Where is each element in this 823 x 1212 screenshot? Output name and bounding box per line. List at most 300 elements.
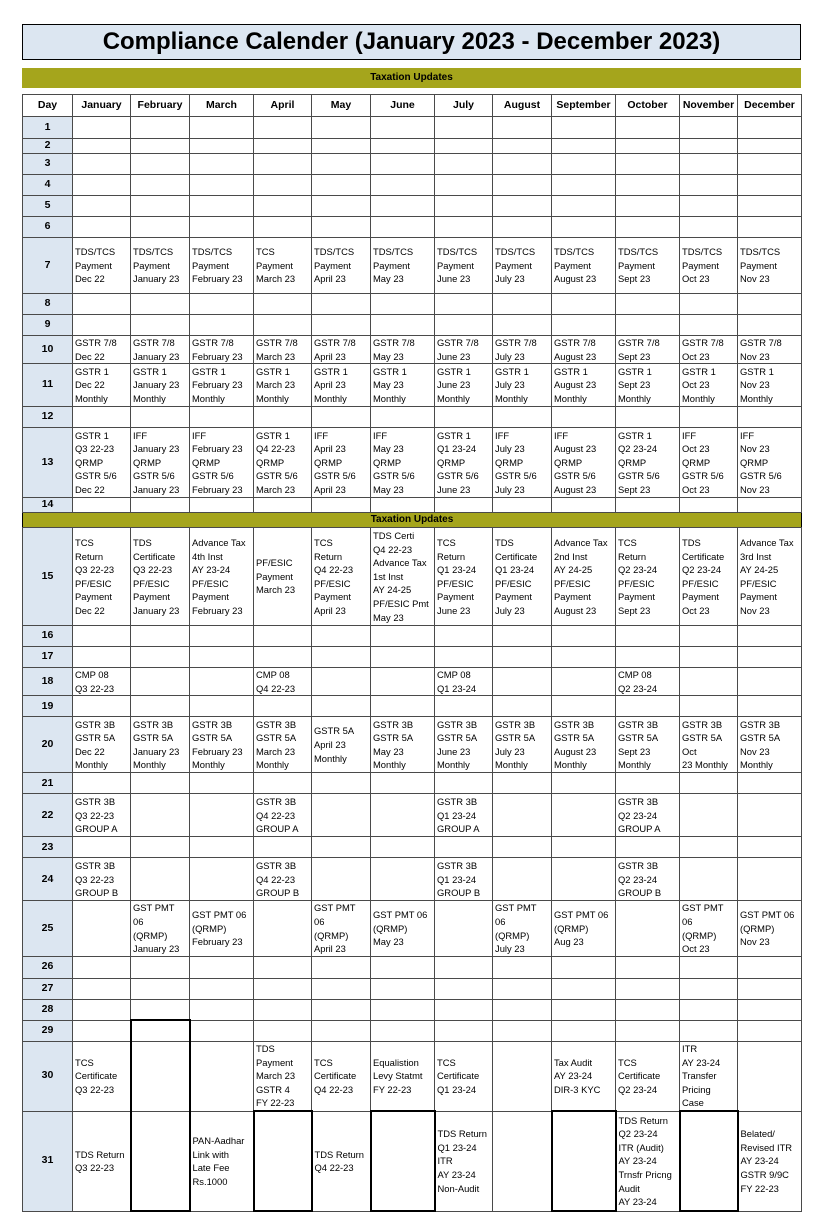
calendar-cell <box>493 196 552 217</box>
calendar-cell <box>254 217 312 238</box>
calendar-cell: Tax Audit AY 23-24 DIR-3 KYC <box>552 1041 616 1111</box>
calendar-cell <box>131 407 190 428</box>
calendar-cell <box>312 175 371 196</box>
calendar-cell: TDS/TCS Payment July 23 <box>493 238 552 294</box>
calendar-cell <box>73 773 131 794</box>
calendar-cell <box>680 773 738 794</box>
calendar-cell <box>493 117 552 139</box>
day-number: 25 <box>23 901 73 956</box>
calendar-cell <box>738 154 802 175</box>
calendar-cell <box>552 154 616 175</box>
calendar-cell: IFF July 23 QRMP GSTR 5/6 July 23 <box>493 428 552 498</box>
calendar-cell: TDS Certificate Q1 23-24 PF/ESIC Payment July 23 <box>493 528 552 626</box>
calendar-cell <box>190 407 254 428</box>
table-row <box>23 336 802 364</box>
calendar-cell <box>131 858 190 901</box>
calendar-cell <box>254 978 312 999</box>
calendar-cell <box>73 407 131 428</box>
calendar-cell <box>312 978 371 999</box>
calendar-cell: GSTR 3B Q1 23-24 GROUP B <box>435 858 493 901</box>
column-header-month: February <box>131 95 190 117</box>
calendar-cell <box>131 139 190 154</box>
calendar-cell <box>552 773 616 794</box>
calendar-cell <box>738 668 802 696</box>
calendar-cell <box>552 858 616 901</box>
calendar-cell <box>190 978 254 999</box>
calendar-cell <box>552 294 616 315</box>
calendar-cell <box>616 139 680 154</box>
calendar-cell: GSTR 7/8 Oct 23 <box>680 336 738 364</box>
calendar-cell <box>371 956 435 978</box>
calendar-cell <box>738 498 802 513</box>
calendar-cell <box>680 139 738 154</box>
calendar-cell: TDS Payment March 23 GSTR 4 FY 22-23 <box>254 1041 312 1111</box>
calendar-cell: TDS/TCS Payment Sept 23 <box>616 238 680 294</box>
calendar-cell: TDS/TCS Payment Nov 23 <box>738 238 802 294</box>
day-number: 11 <box>23 364 73 407</box>
calendar-cell <box>254 647 312 668</box>
calendar-cell: TDS Return Q1 23-24 ITR AY 23-24 Non-Audit <box>435 1111 493 1211</box>
day-number: 15 <box>23 528 73 626</box>
calendar-cell <box>131 696 190 717</box>
calendar-cell: GSTR 3B Q3 22-23 GROUP B <box>73 858 131 901</box>
calendar-cell <box>552 978 616 999</box>
calendar-cell <box>738 794 802 837</box>
calendar-cell: CMP 08 Q4 22-23 <box>254 668 312 696</box>
calendar-cell: CMP 08 Q2 23-24 <box>616 668 680 696</box>
calendar-cell: TCS Certificate Q2 23-24 <box>616 1041 680 1111</box>
calendar-cell <box>552 999 616 1020</box>
calendar-cell <box>493 1111 552 1211</box>
calendar-cell <box>738 858 802 901</box>
calendar-cell: IFF February 23 QRMP GSTR 5/6 February 23 <box>190 428 254 498</box>
calendar-cell <box>616 1020 680 1041</box>
day-number: 16 <box>23 626 73 647</box>
column-header-month: August <box>493 95 552 117</box>
calendar-cell <box>254 196 312 217</box>
calendar-cell: TDS/TCS Payment April 23 <box>312 238 371 294</box>
table-row <box>23 428 802 498</box>
calendar-cell <box>254 154 312 175</box>
calendar-cell <box>552 668 616 696</box>
calendar-cell: GSTR 3B GSTR 5A February 23 Monthly <box>190 717 254 773</box>
table-row <box>23 175 802 196</box>
table-row <box>23 858 802 901</box>
table-row <box>23 217 802 238</box>
calendar-cell <box>312 1020 371 1041</box>
calendar-cell <box>254 999 312 1020</box>
calendar-cell: GSTR 1 Q1 23-24 QRMP GSTR 5/6 June 23 <box>435 428 493 498</box>
calendar-cell: GSTR 1 August 23 Monthly <box>552 364 616 407</box>
calendar-cell <box>371 668 435 696</box>
day-number: 9 <box>23 315 73 336</box>
calendar-cell <box>131 196 190 217</box>
calendar-cell <box>190 773 254 794</box>
calendar-cell <box>493 294 552 315</box>
calendar-cell <box>493 999 552 1020</box>
table-row <box>23 196 802 217</box>
page-title: Compliance Calender (January 2023 - December 2023) <box>22 24 801 60</box>
column-header-month: November <box>680 95 738 117</box>
table-row <box>23 696 802 717</box>
calendar-cell <box>493 668 552 696</box>
table-row <box>23 117 802 139</box>
calendar-cell: GSTR 5A April 23 Monthly <box>312 717 371 773</box>
calendar-cell: GSTR 3B GSTR 5A Nov 23 Monthly <box>738 717 802 773</box>
table-row <box>23 1020 802 1041</box>
table-row <box>23 717 802 773</box>
calendar-cell: TCS Return Q2 23-24 PF/ESIC Payment Sept 23 <box>616 528 680 626</box>
section-band-label: Taxation Updates <box>23 513 802 528</box>
calendar-cell <box>738 626 802 647</box>
calendar-cell <box>312 117 371 139</box>
calendar-cell: CMP 08 Q1 23-24 <box>435 668 493 696</box>
calendar-cell <box>312 407 371 428</box>
calendar-cell <box>680 668 738 696</box>
calendar-cell <box>616 154 680 175</box>
section-band-top: Taxation Updates <box>22 68 801 88</box>
day-number: 27 <box>23 978 73 999</box>
calendar-cell <box>552 794 616 837</box>
calendar-cell <box>312 315 371 336</box>
calendar-cell <box>616 837 680 858</box>
calendar-cell <box>73 117 131 139</box>
calendar-cell <box>371 175 435 196</box>
day-number: 14 <box>23 498 73 513</box>
calendar-cell <box>616 294 680 315</box>
calendar-cell <box>131 175 190 196</box>
column-header-day: Day <box>23 95 73 117</box>
calendar-cell: GSTR 1 Sept 23 Monthly <box>616 364 680 407</box>
calendar-cell <box>131 154 190 175</box>
calendar-cell <box>190 858 254 901</box>
calendar-cell <box>73 498 131 513</box>
calendar-cell <box>131 773 190 794</box>
calendar-cell: GST PMT 06 (QRMP) February 23 <box>190 901 254 956</box>
compliance-calendar-table <box>22 94 802 1212</box>
calendar-cell <box>616 175 680 196</box>
calendar-cell <box>616 626 680 647</box>
calendar-cell <box>254 901 312 956</box>
calendar-cell <box>680 154 738 175</box>
calendar-cell <box>738 217 802 238</box>
calendar-cell <box>493 154 552 175</box>
calendar-cell: TDS Return Q3 22-23 <box>73 1111 131 1211</box>
table-row <box>23 528 802 626</box>
calendar-cell <box>738 294 802 315</box>
calendar-cell <box>131 978 190 999</box>
table-row <box>23 901 802 956</box>
calendar-cell <box>435 139 493 154</box>
day-number: 6 <box>23 217 73 238</box>
calendar-cell <box>371 647 435 668</box>
calendar-cell: GSTR 7/8 March 23 <box>254 336 312 364</box>
calendar-cell: GSTR 3B GSTR 5A Sept 23 Monthly <box>616 717 680 773</box>
calendar-cell <box>131 217 190 238</box>
calendar-cell <box>552 196 616 217</box>
table-row <box>23 294 802 315</box>
calendar-cell <box>131 837 190 858</box>
calendar-cell <box>493 217 552 238</box>
calendar-cell: GSTR 3B Q4 22-23 GROUP A <box>254 794 312 837</box>
calendar-cell <box>680 407 738 428</box>
calendar-cell: TCS Certificate Q1 23-24 <box>435 1041 493 1111</box>
calendar-cell <box>552 407 616 428</box>
table-row <box>23 794 802 837</box>
calendar-cell <box>738 407 802 428</box>
calendar-cell: GSTR 7/8 February 23 <box>190 336 254 364</box>
calendar-cell <box>616 696 680 717</box>
calendar-cell <box>738 175 802 196</box>
calendar-cell: GSTR 7/8 Sept 23 <box>616 336 680 364</box>
header-row <box>23 95 802 117</box>
calendar-cell <box>435 294 493 315</box>
table-row <box>23 364 802 407</box>
calendar-cell <box>680 315 738 336</box>
calendar-cell <box>680 696 738 717</box>
calendar-cell <box>680 794 738 837</box>
day-number: 24 <box>23 858 73 901</box>
table-row <box>23 668 802 696</box>
calendar-cell <box>552 498 616 513</box>
calendar-cell <box>371 696 435 717</box>
calendar-cell: GSTR 3B Q4 22-23 GROUP B <box>254 858 312 901</box>
calendar-cell: GSTR 1 April 23 Monthly <box>312 364 371 407</box>
calendar-cell <box>312 217 371 238</box>
calendar-cell: TDS/TCS Payment Dec 22 <box>73 238 131 294</box>
calendar-cell <box>312 858 371 901</box>
calendar-cell: GSTR 7/8 August 23 <box>552 336 616 364</box>
calendar-cell: TCS Return Q1 23-24 PF/ESIC Payment June 23 <box>435 528 493 626</box>
calendar-cell <box>493 407 552 428</box>
day-number: 19 <box>23 696 73 717</box>
calendar-cell <box>73 956 131 978</box>
calendar-cell <box>190 999 254 1020</box>
calendar-cell <box>73 696 131 717</box>
calendar-cell <box>493 837 552 858</box>
table-row <box>23 956 802 978</box>
calendar-cell <box>371 139 435 154</box>
calendar-cell: GST PMT 06 (QRMP) Aug 23 <box>552 901 616 956</box>
calendar-cell: IFF Oct 23 QRMP GSTR 5/6 Oct 23 <box>680 428 738 498</box>
calendar-cell: IFF April 23 QRMP GSTR 5/6 April 23 <box>312 428 371 498</box>
day-number: 3 <box>23 154 73 175</box>
calendar-cell <box>616 978 680 999</box>
table-row <box>23 626 802 647</box>
column-header-month: May <box>312 95 371 117</box>
calendar-cell <box>738 117 802 139</box>
calendar-cell <box>131 794 190 837</box>
calendar-cell <box>190 294 254 315</box>
calendar-cell: GSTR 1 January 23 Monthly <box>131 364 190 407</box>
calendar-cell <box>493 626 552 647</box>
calendar-cell <box>435 1020 493 1041</box>
calendar-cell <box>616 315 680 336</box>
calendar-cell <box>371 407 435 428</box>
calendar-cell: TDS Certi Q4 22-23 Advance Tax 1st Inst AY 24-25 PF/ESIC Pmt May 23 <box>371 528 435 626</box>
calendar-cell <box>190 1020 254 1041</box>
table-row <box>23 407 802 428</box>
calendar-cell <box>131 1111 190 1211</box>
calendar-cell <box>435 315 493 336</box>
calendar-cell: GSTR 3B GSTR 5A June 23 Monthly <box>435 717 493 773</box>
calendar-cell: TDS Return Q2 23-24 ITR (Audit) AY 23-24 Trnsfr Pricng Audit AY 23-24 <box>616 1111 680 1211</box>
calendar-cell: GSTR 7/8 Dec 22 <box>73 336 131 364</box>
calendar-cell: GST PMT 06 (QRMP) Oct 23 <box>680 901 738 956</box>
calendar-cell <box>73 978 131 999</box>
day-number: 29 <box>23 1020 73 1041</box>
calendar-cell <box>73 647 131 668</box>
day-number: 28 <box>23 999 73 1020</box>
calendar-cell <box>552 626 616 647</box>
calendar-cell <box>371 154 435 175</box>
day-number: 8 <box>23 294 73 315</box>
calendar-cell: GSTR 3B Q3 22-23 GROUP A <box>73 794 131 837</box>
calendar-cell: GSTR 7/8 July 23 <box>493 336 552 364</box>
calendar-cell <box>552 117 616 139</box>
calendar-cell <box>131 626 190 647</box>
calendar-cell: GSTR 3B Q1 23-24 GROUP A <box>435 794 493 837</box>
column-header-month: January <box>73 95 131 117</box>
calendar-cell <box>190 498 254 513</box>
calendar-cell <box>371 117 435 139</box>
calendar-cell <box>371 315 435 336</box>
day-number: 31 <box>23 1111 73 1211</box>
calendar-cell <box>190 117 254 139</box>
column-header-month: April <box>254 95 312 117</box>
calendar-cell <box>73 837 131 858</box>
calendar-cell <box>680 978 738 999</box>
calendar-cell <box>312 773 371 794</box>
calendar-cell: TCS Return Q3 22-23 PF/ESIC Payment Dec 22 <box>73 528 131 626</box>
calendar-cell <box>312 294 371 315</box>
calendar-cell <box>680 117 738 139</box>
calendar-cell: IFF August 23 QRMP GSTR 5/6 August 23 <box>552 428 616 498</box>
calendar-cell <box>616 407 680 428</box>
calendar-cell <box>680 498 738 513</box>
calendar-cell <box>435 498 493 513</box>
calendar-cell: GSTR 7/8 April 23 <box>312 336 371 364</box>
calendar-cell <box>680 858 738 901</box>
calendar-cell: GSTR 1 Nov 23 Monthly <box>738 364 802 407</box>
calendar-cell <box>254 696 312 717</box>
calendar-cell <box>493 1041 552 1111</box>
calendar-cell <box>190 956 254 978</box>
calendar-cell: GSTR 3B GSTR 5A May 23 Monthly <box>371 717 435 773</box>
calendar-cell <box>190 1041 254 1111</box>
calendar-cell <box>254 117 312 139</box>
calendar-cell <box>73 294 131 315</box>
calendar-cell <box>738 139 802 154</box>
calendar-cell <box>312 139 371 154</box>
calendar-cell <box>312 196 371 217</box>
calendar-cell: GSTR 3B GSTR 5A July 23 Monthly <box>493 717 552 773</box>
calendar-cell: TDS/TCS Payment May 23 <box>371 238 435 294</box>
calendar-cell: GSTR 1 Q2 23-24 QRMP GSTR 5/6 Sept 23 <box>616 428 680 498</box>
calendar-cell <box>680 647 738 668</box>
calendar-cell: ITR AY 23-24 Transfer Pricing Case <box>680 1041 738 1111</box>
calendar-cell <box>738 1020 802 1041</box>
calendar-cell: GSTR 3B GSTR 5A Dec 22 Monthly <box>73 717 131 773</box>
calendar-cell <box>371 196 435 217</box>
calendar-cell <box>738 1041 802 1111</box>
calendar-cell <box>435 154 493 175</box>
calendar-cell <box>371 626 435 647</box>
calendar-cell: GSTR 1 Dec 22 Monthly <box>73 364 131 407</box>
calendar-cell <box>493 773 552 794</box>
calendar-cell <box>493 696 552 717</box>
calendar-cell <box>371 999 435 1020</box>
calendar-cell <box>73 999 131 1020</box>
calendar-cell <box>190 647 254 668</box>
calendar-cell: GSTR 3B Q2 23-24 GROUP A <box>616 794 680 837</box>
calendar-cell <box>254 1111 312 1211</box>
day-number: 20 <box>23 717 73 773</box>
calendar-cell <box>254 407 312 428</box>
calendar-cell <box>190 837 254 858</box>
calendar-cell: TCS Certificate Q4 22-23 <box>312 1041 371 1111</box>
calendar-cell <box>131 315 190 336</box>
calendar-cell <box>371 294 435 315</box>
calendar-cell <box>552 696 616 717</box>
calendar-cell <box>131 294 190 315</box>
table-row <box>23 154 802 175</box>
calendar-cell <box>254 498 312 513</box>
table-row <box>23 315 802 336</box>
calendar-cell: TCS Payment March 23 <box>254 238 312 294</box>
calendar-cell <box>254 315 312 336</box>
calendar-cell <box>680 196 738 217</box>
table-row <box>23 139 802 154</box>
calendar-cell: GSTR 3B GSTR 5A January 23 Monthly <box>131 717 190 773</box>
calendar-cell <box>254 294 312 315</box>
calendar-cell <box>680 1020 738 1041</box>
calendar-cell <box>616 901 680 956</box>
calendar-cell <box>131 647 190 668</box>
calendar-cell <box>371 978 435 999</box>
calendar-cell <box>493 175 552 196</box>
calendar-cell <box>680 956 738 978</box>
calendar-cell <box>435 978 493 999</box>
calendar-cell <box>312 626 371 647</box>
calendar-cell <box>493 498 552 513</box>
calendar-cell <box>493 794 552 837</box>
calendar-cell: TDS/TCS Payment February 23 <box>190 238 254 294</box>
calendar-cell <box>73 196 131 217</box>
calendar-cell: Equalistion Levy Statmt FY 22-23 <box>371 1041 435 1111</box>
calendar-cell: GSTR 3B GSTR 5A August 23 Monthly <box>552 717 616 773</box>
calendar-cell <box>680 294 738 315</box>
calendar-cell <box>680 1111 738 1211</box>
calendar-cell <box>738 196 802 217</box>
table-row <box>23 498 802 513</box>
calendar-cell: Advance Tax 4th Inst AY 23-24 PF/ESIC Payment February 23 <box>190 528 254 626</box>
calendar-cell <box>73 175 131 196</box>
calendar-cell: TDS/TCS Payment January 23 <box>131 238 190 294</box>
calendar-cell: TDS/TCS Payment June 23 <box>435 238 493 294</box>
calendar-cell <box>738 696 802 717</box>
calendar-cell: GSTR 3B GSTR 5A March 23 Monthly <box>254 717 312 773</box>
calendar-cell <box>131 668 190 696</box>
calendar-cell <box>680 999 738 1020</box>
calendar-cell <box>680 175 738 196</box>
calendar-cell <box>738 978 802 999</box>
calendar-cell: GSTR 7/8 June 23 <box>435 336 493 364</box>
calendar-cell: GSTR 1 May 23 Monthly <box>371 364 435 407</box>
calendar-cell <box>371 794 435 837</box>
calendar-cell <box>616 117 680 139</box>
calendar-cell <box>73 315 131 336</box>
